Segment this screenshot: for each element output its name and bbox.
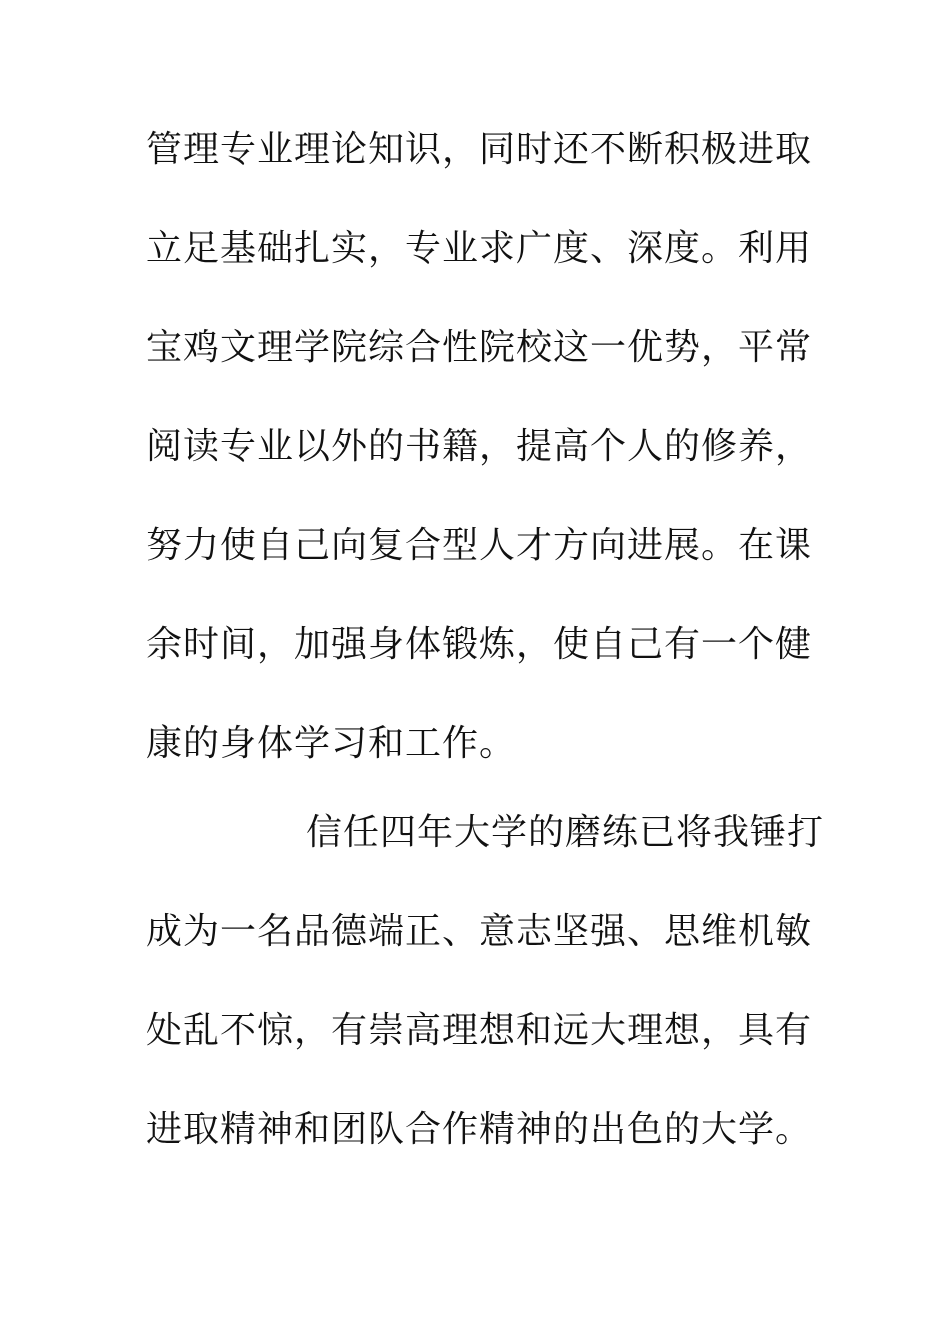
- paragraph-line: 成为一名品德端正、意志坚强、思维机敏: [146, 911, 813, 952]
- paragraph-line: 努力使自己向复合型人才方向进展。在课: [146, 525, 813, 566]
- paragraph-line: 处乱不惊，有崇高理想和远大理想，具有: [146, 1010, 813, 1051]
- paragraph-line: 宝鸡文理学院综合性院校这一优势，平常: [146, 327, 813, 368]
- paragraph-line: 康的身体学习和工作。: [146, 723, 517, 764]
- paragraph-line: 余时间，加强身体锻炼，使自己有一个健: [146, 624, 813, 665]
- paragraph-first-line: 信任四年大学的磨练已将我锤打: [306, 812, 825, 853]
- paragraph-line: 管理专业理论知识，同时还不断积极进取: [146, 129, 813, 170]
- paragraph-line: 进取精神和团队合作精神的出色的大学。: [146, 1109, 813, 1150]
- paragraph-line: 立足基础扎实，专业求广度、深度。利用: [146, 228, 813, 269]
- paragraph-line: 阅读专业以外的书籍，提高个人的修养，: [146, 426, 813, 467]
